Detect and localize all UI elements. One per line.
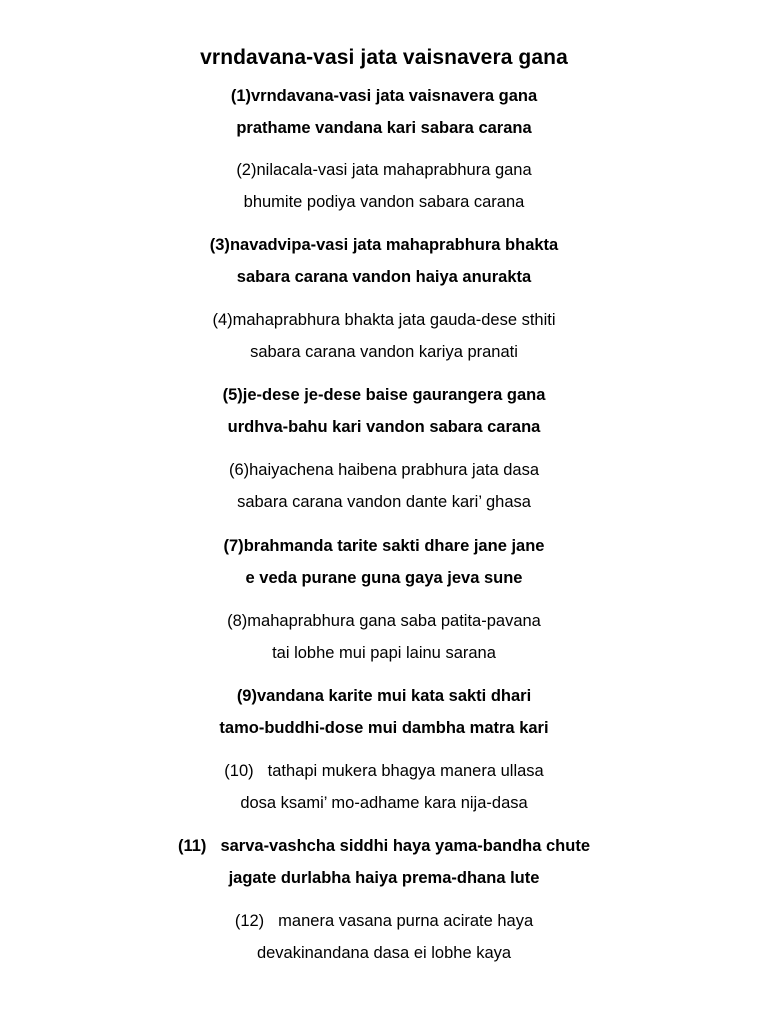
- verse-line-2: prathame vandana kari sabara carana: [236, 119, 532, 137]
- verse-number: (12): [234, 912, 265, 930]
- verse-line-2: sabara carana vandon dante kari’ ghasa: [237, 493, 531, 511]
- verse-number: (11): [178, 837, 207, 855]
- verse-8: [0, 605, 768, 669]
- verse-line-2: dosa ksami’ mo-adhame kara nija-dasa: [240, 794, 528, 812]
- verse-text: vrndavana-vasi jata vaisnavera gana: [251, 87, 538, 105]
- verse-5: [0, 379, 768, 443]
- verse-text: mahaprabhura gana saba patita-pavana: [247, 612, 541, 630]
- verse-4: [0, 304, 768, 368]
- verse-text: nilacala-vasi jata mahaprabhura gana: [256, 161, 532, 179]
- verse-number: (1): [230, 87, 251, 105]
- verse-line-1: [0, 80, 768, 112]
- verse-text: tathapi mukera bhagya manera ullasa: [267, 762, 544, 780]
- verse-line-2: e veda purane guna gaya jeva sune: [245, 569, 523, 587]
- verse-text: sarva-vashcha siddhi haya yama-bandha chute: [220, 837, 590, 855]
- verse-line-1: [0, 229, 768, 261]
- verse-line-2: bhumite podiya vandon sabara carana: [243, 193, 525, 211]
- verse-text: mahaprabhura bhakta jata gauda-dese sthiti: [232, 311, 556, 329]
- verse-number: (5): [222, 386, 243, 404]
- verse-line-1: [0, 454, 768, 486]
- verse-line-2: sabara carana vandon haiya anurakta: [236, 268, 532, 286]
- verse-text: haiyachena haibena prabhura jata dasa: [249, 461, 540, 479]
- verse-line-1: [0, 154, 768, 186]
- verse-7: [0, 530, 768, 594]
- verse-9: [0, 680, 768, 744]
- verse-line-2: sabara carana vandon kariya pranati: [250, 343, 518, 361]
- verse-number: (6): [228, 461, 250, 479]
- verse-line-1: [0, 379, 768, 411]
- verse-line-1: [0, 680, 768, 712]
- verse-1: [0, 80, 768, 144]
- song-title: vrndavana-vasi jata vaisnavera gana: [200, 46, 568, 69]
- verse-line-1: [0, 830, 768, 862]
- verse-line-2: jagate durlabha haiya prema-dhana lute: [228, 869, 540, 887]
- verse-line-1: [0, 755, 768, 787]
- verse-text: vandana karite mui kata sakti dhari: [256, 687, 532, 705]
- verse-number: (2): [236, 161, 257, 179]
- verse-line-2: devakinandana dasa ei lobhe kaya: [256, 944, 512, 962]
- verse-number: (4): [212, 311, 233, 329]
- verse-11: [0, 830, 768, 894]
- verse-12: [0, 905, 768, 969]
- verse-10: [0, 755, 768, 819]
- verse-text: je-dese je-dese baise gaurangera gana: [242, 386, 546, 404]
- verse-3: [0, 229, 768, 293]
- verse-6: [0, 454, 768, 518]
- verse-number: (3): [209, 236, 230, 254]
- verse-2: [0, 154, 768, 218]
- verse-number: (8): [227, 612, 248, 630]
- verse-line-1: [0, 605, 768, 637]
- verse-text: brahmanda tarite sakti dhare jane jane: [243, 537, 545, 555]
- verse-number: (7): [223, 537, 244, 555]
- verse-number: (9): [236, 687, 257, 705]
- verse-line-1: [0, 530, 768, 562]
- verse-text: navadvipa-vasi jata mahaprabhura bhakta: [229, 236, 559, 254]
- verse-number: (10): [224, 762, 254, 780]
- verse-line-2: tamo-buddhi-dose mui dambha matra kari: [219, 719, 549, 737]
- verse-text: manera vasana purna acirate haya: [278, 912, 534, 930]
- verse-line-1: [0, 304, 768, 336]
- verse-line-2: urdhva-bahu kari vandon sabara carana: [227, 418, 541, 436]
- verse-line-1: [0, 905, 768, 937]
- verse-line-2: tai lobhe mui papi lainu sarana: [272, 644, 496, 662]
